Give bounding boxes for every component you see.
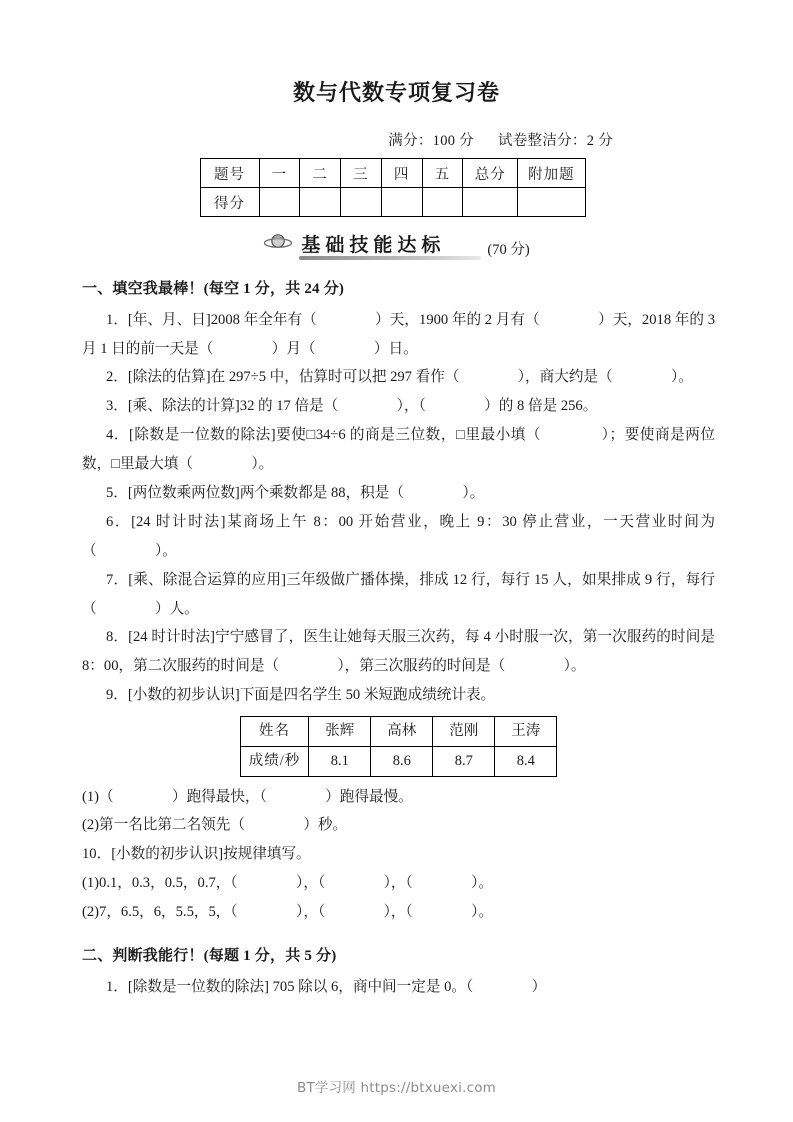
score-table-row-label-2: 得分 xyxy=(200,188,259,217)
section-1-heading: 一、填空我最棒！(每空 1 分，共 24 分) xyxy=(82,281,345,297)
section-banner xyxy=(0,230,793,260)
score-table xyxy=(200,158,586,217)
question-1: 1．[年、月、日]2008 年全年有（ ）天，1900 年的 2 月有（ ）天，2018 年的 3 月 1 日的前一天是（ ）月（ ）日。 xyxy=(82,311,715,357)
score-table-entry-row xyxy=(200,188,585,217)
score-table-header-row xyxy=(200,159,585,188)
saturn-planet-icon xyxy=(263,232,293,257)
question-10-sub-1: (1)0.1，0.3，0.5，0.7，（ ），（ ），（ ）。 xyxy=(82,875,494,892)
score-entry-1[interactable] xyxy=(259,188,300,217)
score-info-line xyxy=(0,129,793,150)
section-banner-title-text: 基础技能达标 xyxy=(301,235,446,256)
question-8: 8．[24 时计时法]宁宁感冒了，医生让她每天服三次药，每 4 小时服一次，第一次服药的时间是 8：00，第二次服药的时间是（ ），第三次服药的时间是（ ）。 xyxy=(82,629,715,675)
banner-underline xyxy=(299,256,481,260)
data-table-row-label-name: 姓名 xyxy=(240,717,309,747)
section-2-heading: 二、判断我能行！(每题 1 分，共 5 分) xyxy=(82,948,337,965)
score-table-col-5: 五 xyxy=(422,159,463,188)
score-entry-5[interactable] xyxy=(422,188,463,217)
score-table-col-bonus: 附加题 xyxy=(518,159,585,188)
score-entry-4[interactable] xyxy=(381,188,422,217)
data-table-row-label-score: 成绩/秒 xyxy=(240,746,309,776)
student-score-4: 8.4 xyxy=(495,746,557,776)
full-marks-label: 满分：100 分 xyxy=(388,133,475,149)
exam-body xyxy=(0,275,793,1002)
question-6: 6．[24 时计时法]某商场上午 8：00 开始营业，晚上 9：30 停止营业，一天营业时间为（ ）。 xyxy=(82,513,715,559)
table-row xyxy=(240,717,557,747)
student-score-2: 8.6 xyxy=(371,746,433,776)
question-7: 7．[乘、除混合运算的应用]三年级做广播体操，排成 12 行，每行 15 人，如果排成 9 行，每行（ ）人。 xyxy=(82,571,715,617)
score-table-row-label-1: 题号 xyxy=(200,159,259,188)
student-name-1: 张辉 xyxy=(309,717,371,747)
section-2-question-1: 1．[除数是一位数的除法] 705 除以 6，商中间一定是 0。（ ） xyxy=(106,978,547,995)
neatness-marks-label: 试卷整洁分：2 分 xyxy=(497,133,613,149)
score-table-col-1: 一 xyxy=(259,159,300,188)
student-score-1: 8.1 xyxy=(309,746,371,776)
question-9-sub-2: (2)第一名比第二名领先（ ）秒。 xyxy=(82,817,348,834)
question-10: 10．[小数的初步认识]按规律填写。 xyxy=(82,846,311,863)
score-table-col-total: 总分 xyxy=(463,159,518,188)
score-entry-3[interactable] xyxy=(341,188,382,217)
section-banner-score: (70 分) xyxy=(487,242,530,258)
score-table-container xyxy=(0,158,793,217)
table-row xyxy=(240,746,557,776)
question-2: 2．[除法的估算]在 297÷5 中，估算时可以把 297 看作（ ），商大约是（ ）。 xyxy=(106,369,693,386)
score-entry-2[interactable] xyxy=(300,188,341,217)
student-name-4: 王涛 xyxy=(495,717,557,747)
student-score-3: 8.7 xyxy=(433,746,495,776)
sprint-results-table-container xyxy=(82,716,715,776)
score-table-col-2: 二 xyxy=(300,159,341,188)
score-entry-bonus[interactable] xyxy=(518,188,585,217)
score-table-col-4: 四 xyxy=(381,159,422,188)
question-4: 4．[除数是一位数的除法]要使□34÷6 的商是三位数，□里最小填（ ）；要使商是两位数，□里最大填（ ）。 xyxy=(82,427,715,473)
question-5: 5．[两位数乘两位数]两个乘数都是 88，积是（ ）。 xyxy=(106,485,485,502)
student-name-3: 范刚 xyxy=(433,717,495,747)
sprint-results-table xyxy=(240,716,558,776)
score-entry-total[interactable] xyxy=(463,188,518,217)
question-10-sub-2: (2)7，6.5，6，5.5，5，（ ），（ ），（ ）。 xyxy=(82,904,494,921)
student-name-2: 高林 xyxy=(371,717,433,747)
question-3: 3．[乘、除法的计算]32 的 17 倍是（ ），（ ）的 8 倍是 256。 xyxy=(106,398,598,415)
footer-watermark: BT学习网 https://btxuexi.com xyxy=(296,1080,497,1096)
question-9-sub-1: (1)（ ）跑得最快，（ ）跑得最慢。 xyxy=(82,788,413,805)
section-banner-title xyxy=(299,230,447,260)
question-9: 9．[小数的初步认识]下面是四名学生 50 米短跑成绩统计表。 xyxy=(106,687,496,704)
score-table-col-3: 三 xyxy=(341,159,382,188)
page-title: 数与代数专项复习卷 xyxy=(292,80,500,105)
